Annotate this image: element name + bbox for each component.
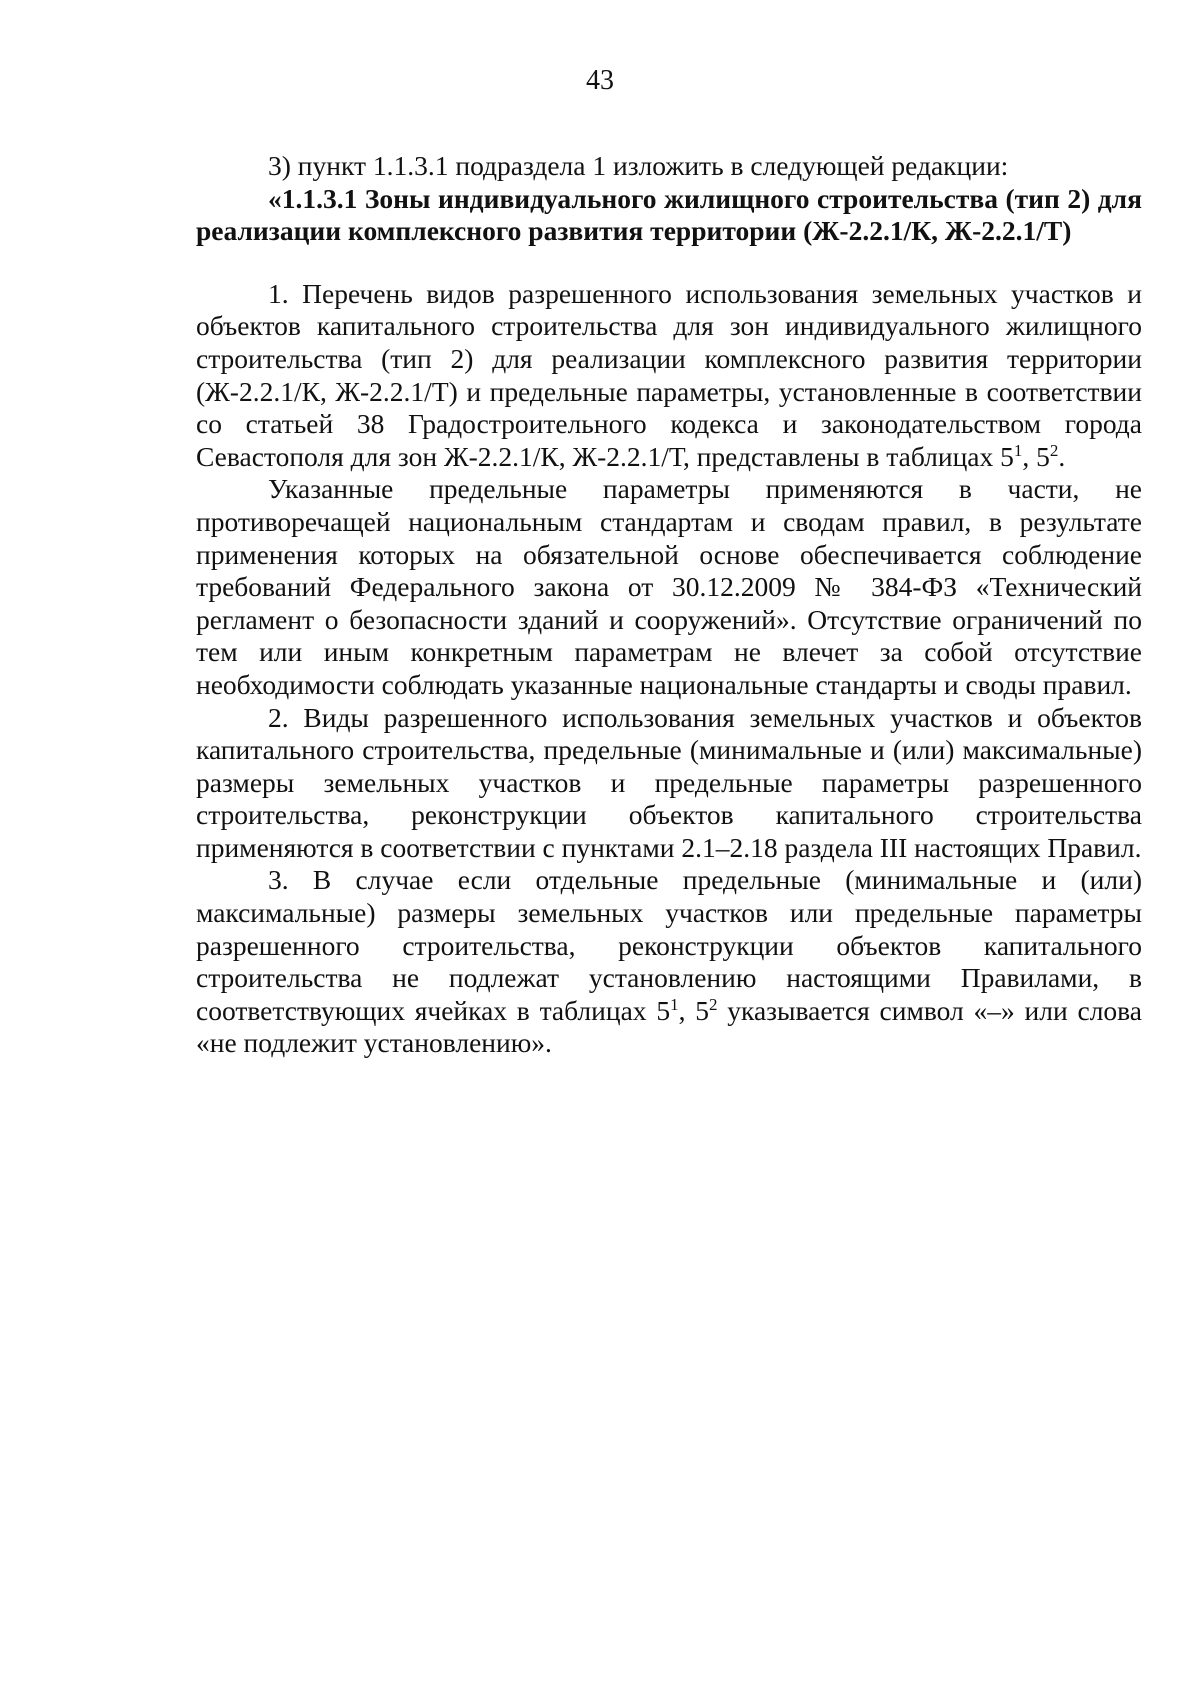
paragraph-4-text: 3. В случае если отдельные предельные (минимальные и (или) максимальные) размеры земельных участков или предельные параметры разрешенного строительства, реконструкции объектов капитального строительства не подлежат установлению настоящими Правилами, в соответствующих ячейках в таблицах 5 — [196, 864, 1142, 1026]
paragraph-1-end: . — [1058, 440, 1066, 472]
amendment-intro: 3) пункт 1.1.3.1 подраздела 1 изложить в следующей редакции: — [268, 150, 1009, 181]
superscript: 1 — [670, 994, 679, 1014]
section-heading: «1.1.3.1 Зоны индивидуального жилищного строительства (тип 2) для реализации комплексного развития территории (Ж-2.2.1/К, Ж-2.2.1/Т) — [196, 182, 1142, 247]
spacer — [196, 248, 1142, 278]
paragraph-4-end: указывается символ «–» или слова «не подлежит установлению». — [196, 994, 1142, 1059]
paragraph-1 — [196, 278, 1142, 474]
superscript: 2 — [708, 994, 718, 1014]
paragraph-1-text: 1. Перечень видов разрешенного использования земельных участков и объектов капитального строительства для зон индивидуального жилищного строительства (тип 2) для реализации комплексного развития территории (Ж-2.2.1/К, Ж-2.2.1/Т) и предельные параметры, установленные в соответствии со статьей 38 Градостроительного кодекса и законодательством города Севастополя для зон Ж-2.2.1/К, Ж-2.2.1/Т, представлены в таблицах 5 — [196, 277, 1142, 472]
separator: , 5 — [1022, 440, 1050, 472]
separator: , 5 — [678, 994, 709, 1026]
paragraph-3: 2. Виды разрешенного использования земельных участков и объектов капитального строительства, предельные (минимальные и (или) максимальные) размеры земельных участков и предельные параметры разрешенного строительства, реконструкции объектов капитального строительства применяются в соответствии с пунктами 2.1–2.18 раздела III настоящих Правил. — [196, 701, 1142, 863]
document-body — [196, 150, 1142, 1060]
superscript: 1 — [1013, 440, 1023, 460]
paragraph-4 — [196, 864, 1142, 1060]
superscript: 2 — [1049, 440, 1059, 460]
paragraph-2: Указанные предельные параметры применяются в части, не противоречащей национальным стандартам и сводам правил, в результате применения которых на обязательной основе обеспечивается соблюдение требований Федерального закона от 30.12.2009 № 384-ФЗ «Технический регламент о безопасности зданий и сооружений». Отсутствие ограничений по тем или иным конкретным параметрам не влечет за собой отсутствие необходимости соблюдать указанные национальные стандарты и своды правил. — [196, 473, 1142, 700]
page-number: 43 — [586, 65, 614, 96]
